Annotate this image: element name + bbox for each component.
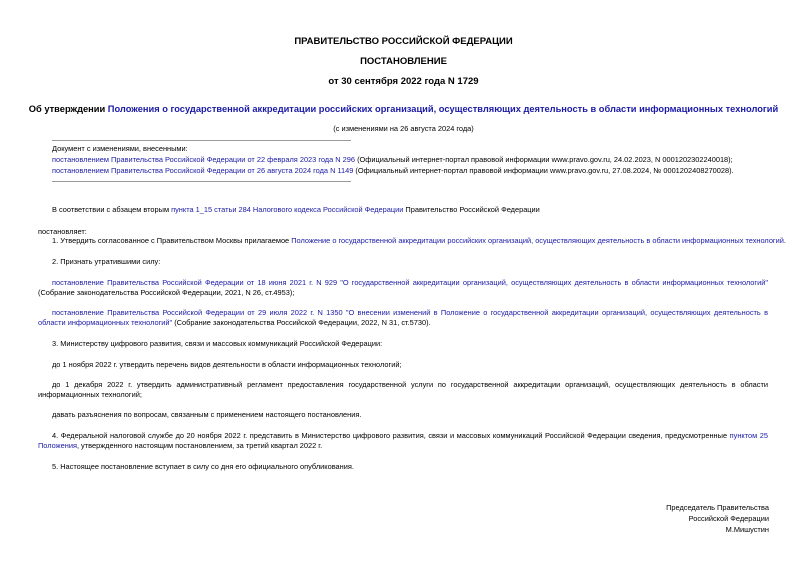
document-title [0, 104, 807, 114]
signature-org: Российской Федерации [688, 514, 769, 523]
signature-title: Председатель Правительства [666, 503, 769, 512]
signature-name: М.Мишустин [725, 525, 769, 534]
tax-code-link[interactable]: пункта 1_15 статьи 284 Налогового кодекса Российской Федерации [171, 205, 404, 214]
item-4-link[interactable]: пунктом 25 Положения [38, 431, 768, 450]
item-1-text-b: . [783, 236, 786, 245]
item-3c-paragraph: давать разъяснения по вопросам, связанным с применением настоящего постановления. [52, 410, 362, 419]
item-2-paragraph: 2. Признать утратившими силу: [52, 257, 161, 266]
item-3a-paragraph: до 1 ноября 2022 г. утвердить перечень видов деятельности в области информационных технологий; [52, 360, 402, 369]
changes-divider-bottom [52, 181, 351, 182]
change-item-1-link[interactable]: постановлением Правительства Российской Федерации от 22 февраля 2023 года N 296 [52, 155, 356, 164]
change-item-2-link[interactable]: постановлением Правительства Российской Федерации от 26 августа 2024 года N 1149 [52, 166, 354, 175]
item-2a-link[interactable]: постановление Правительства Российской Федерации от 18 июня 2021 г. N 929 "О государственной аккредитации организаций, осуществляющих деятельность в области информационных технологий" [52, 278, 768, 287]
item-2b-paragraph [38, 308, 768, 328]
change-item-2-source: (Официальный интернет-портал правовой информации www.pravo.gov.ru, 27.08.2024, № 0001202408270028). [353, 166, 734, 175]
preamble-text-b: Правительство Российской Федерации [403, 205, 540, 214]
item-5-paragraph: 5. Настоящее постановление вступает в силу со дня его официального опубликования. [52, 462, 354, 471]
item-2a-paragraph [38, 278, 768, 298]
government-heading: ПРАВИТЕЛЬСТВО РОССИЙСКОЙ ФЕДЕРАЦИИ [294, 36, 513, 47]
item-2a-source: (Собрание законодательства Российской Федерации, 2021, N 26, ст.4953); [38, 288, 295, 297]
change-item-2 [52, 166, 734, 176]
changes-divider-top [52, 140, 351, 141]
decree-word: постановляет: [38, 227, 87, 236]
change-item-1-source: (Официальный интернет-портал правовой информации www.pravo.gov.ru, 24.02.2023, N 0001202302240018); [355, 155, 733, 164]
item-3b-paragraph: до 1 декабря 2022 г. утвердить административный регламент предоставления государственной услуги по государственной аккредитации организаций, осуществляющих деятельность в области информационных технологий; [38, 380, 768, 399]
document-date-number: от 30 сентября 2022 года N 1729 [328, 76, 479, 87]
item-1-text-a: 1. Утвердить согласованное с Правительством Москвы прилагаемое [52, 236, 292, 245]
item-3-paragraph: 3. Министерству цифрового развития, связи и массовых коммуникаций Российской Федерации: [52, 339, 383, 348]
changes-intro: Документ с изменениями, внесенными: [52, 144, 188, 153]
preamble-paragraph [52, 205, 540, 215]
document-type: ПОСТАНОВЛЕНИЕ [360, 56, 447, 67]
item-1-paragraph [52, 236, 786, 246]
item-4-text-a: 4. Федеральной налоговой службе до 20 ноября 2022 г. представить в Министерство цифрового развития, связи и массовых коммуникаций Российской Федерации сведения, предусмотренные [52, 431, 730, 440]
title-regulation-link[interactable]: Положения о государственной аккредитации российских организаций, осуществляющих деятельность в области информационных технологий [107, 104, 779, 114]
item-4-paragraph [38, 431, 768, 451]
item-1-regulation-link[interactable]: Положение о государственной аккредитации российских организаций, осуществляющих деятельность в области информационных технологий [291, 236, 784, 245]
title-prefix: Об утверждении [28, 104, 108, 114]
change-item-1 [52, 155, 733, 165]
item-4-text-b: , утвержденного настоящим постановлением, за третий квартал 2022 г. [76, 441, 323, 450]
preamble-text-a: В соответствии с абзацем вторым [52, 205, 172, 214]
revision-note: (с изменениями на 26 августа 2024 года) [333, 124, 474, 133]
item-2b-link[interactable]: постановление Правительства Российской Федерации от 29 июля 2022 г. N 1350 "О внесении изменений в Положение о государственной аккредитации организаций, осуществляющих деятельность в области информационных технологий" [38, 308, 768, 327]
item-2b-source: (Собрание законодательства Российской Федерации, 2022, N 31, ст.5730). [172, 318, 431, 327]
